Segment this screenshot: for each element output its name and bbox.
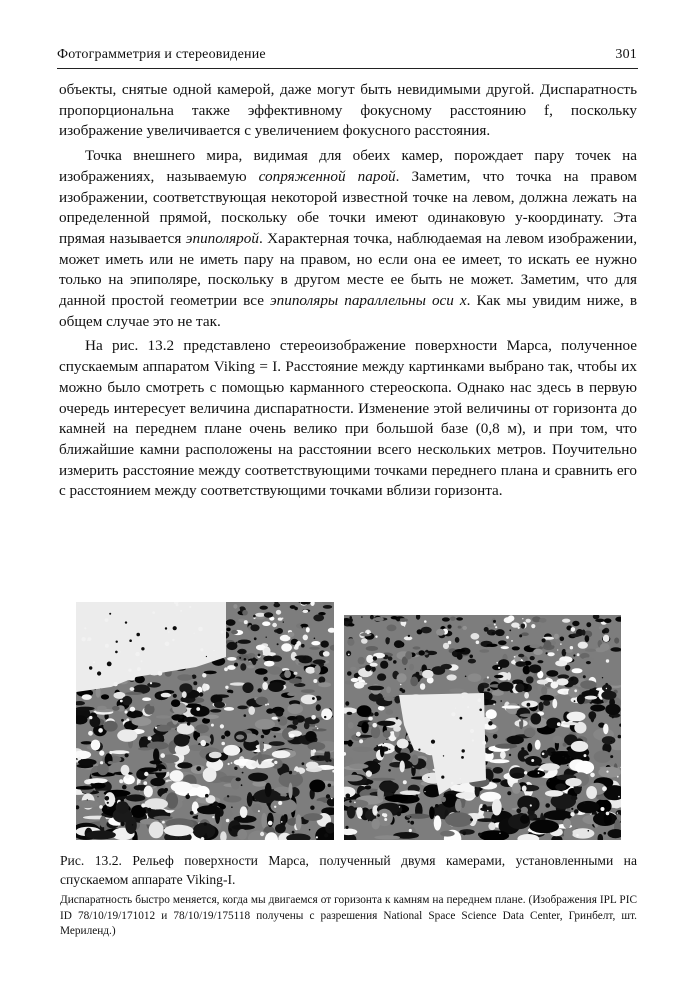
paragraph-2-part-b: . Заметим, что точка на правом изображении, соответствующая некоторой известной точке на левом, должна лежать на определенной прямой, поскольку обе точки имеют одинаковую y-координату. Эта прямая называется bbox=[59, 167, 637, 247]
figure-note: Диспаратность быстро меняется, когда мы двигаемся от горизонта к камням на переднем плане. (Изображения IPL PIC ID 78/10/19/171012 и 78/10/19/175118 получены с разрешения National Space Science Data Center, Гринбелт, шт. Мериленд.) bbox=[60, 894, 637, 937]
mars-surface-right-texture bbox=[344, 615, 621, 840]
mars-surface-left-texture bbox=[76, 602, 334, 840]
figure-caption: Рис. 13.2. Рельеф поверхности Марса, полученный двумя камерами, установленными на спускаемом аппарате Viking-I. bbox=[60, 853, 637, 887]
term-epipolar: эпиполярой bbox=[185, 229, 259, 247]
term-epipolars-parallel: эпиполяры параллельны оси x bbox=[269, 292, 467, 310]
paragraph-2-part-d: . Как мы увидим ниже, в общем случае это не так. bbox=[59, 292, 637, 330]
paragraph-3: На рис. 13.2 представлено стереоизображение поверхности Марса, полученное спускаемым аппаратом Viking = I. Расстояние между картинками выбрано так, чтобы их можно было смотреть с помощью карманного стереоскопа. Однако нас здесь в первую очередь интересует величина диспаратности. Изменение этой величины от горизонта до камней на переднем плане очень велико при большой базе (0,8 м), и при том, что ближайшие камни расположены на расстоянии всего нескольких метров. Поучительно измерить расстояние между соответствующими точками переднего плана и сравнить его с расстоянием между соответствующими точками вблизи горизонта. bbox=[59, 337, 637, 500]
paragraph-1: объекты, снятые одной камерой, даже могут быть невидимыми другой. Диспаратность пропорциональна также эффективному фокусному расстоянию f, поскольку изображение увеличивается с увеличением фокусного расстояния. bbox=[59, 81, 637, 140]
mars-surface-left-image bbox=[76, 602, 334, 840]
paragraph-2-part-c: . Характерная точка, наблюдаемая на левом изображении, может иметь или не иметь пару на правом, но если она ее имеет, то искать ее нужно только на эпиполяре, поскольку в другом месте ее быть не может. Заметим, что для данной простой геометрии все bbox=[59, 229, 637, 310]
page-number: 301 bbox=[615, 47, 637, 62]
paragraph-2 bbox=[59, 146, 637, 332]
mars-surface-right-image bbox=[344, 615, 621, 840]
figure-stereo-pair bbox=[76, 600, 626, 840]
running-head-title: Фотограмметрия и стереовидение bbox=[57, 47, 266, 62]
paragraph-2-part-a: Точка внешнего мира, видимая для обеих камер, порождает пару точек на изображениях, называемую bbox=[59, 147, 637, 185]
header-rule bbox=[57, 68, 638, 69]
body-text bbox=[59, 80, 637, 502]
term-conjugate-pair: сопряженной парой bbox=[258, 167, 396, 185]
